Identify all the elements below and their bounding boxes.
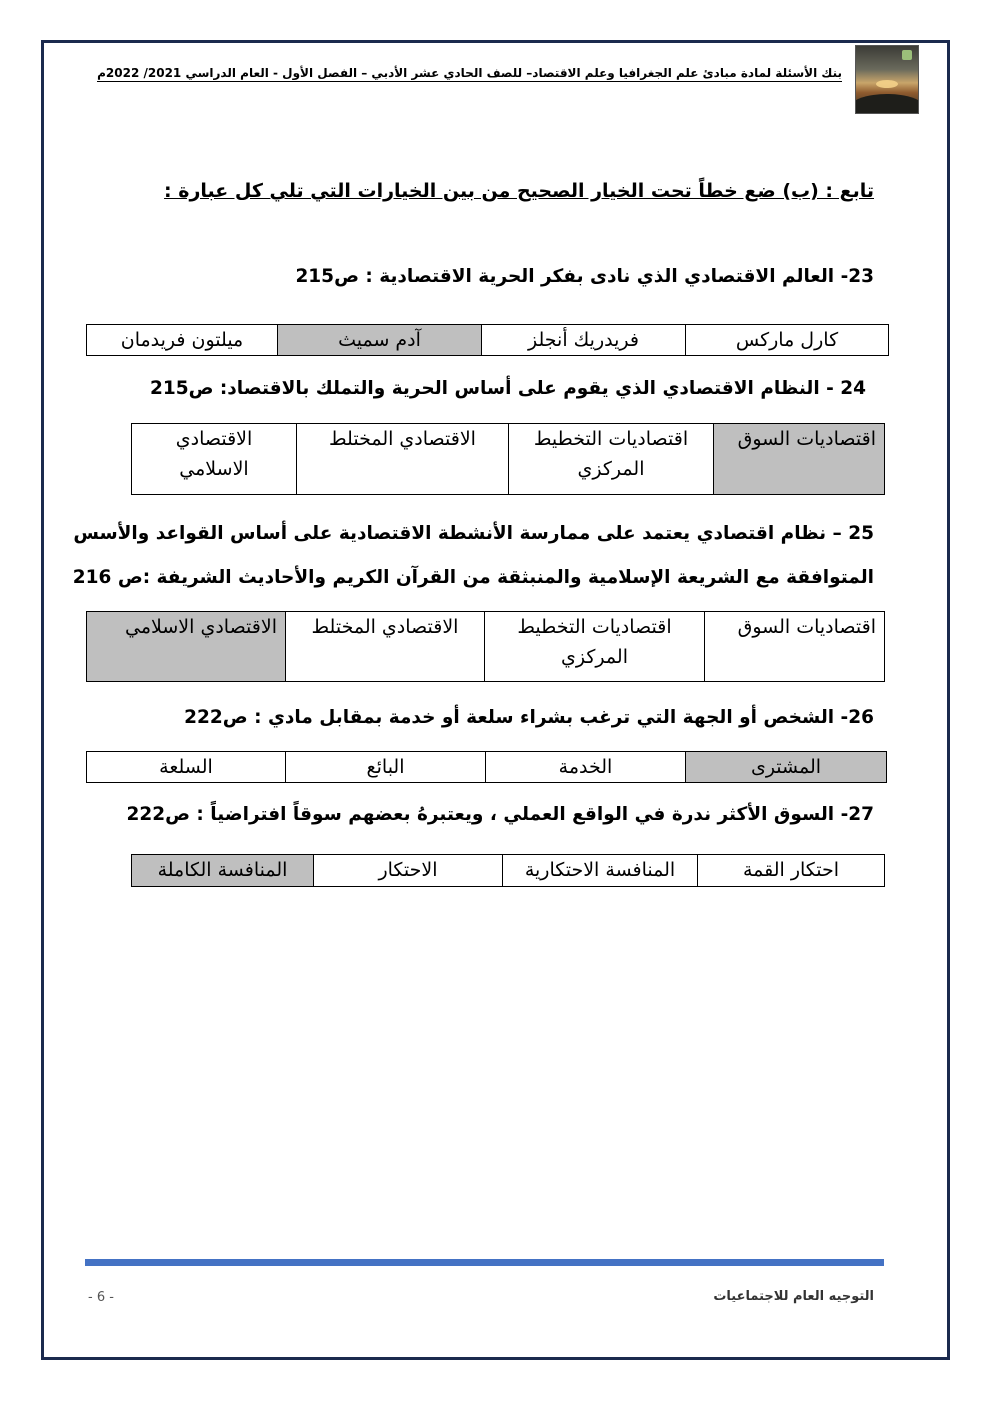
question-26: 26- الشخص أو الجهة التي ترغب بشراء سلعة أو خدمة بمقابل مادي : ص222 [184, 707, 874, 728]
options-table-24 [131, 423, 885, 495]
footer-text: التوجيه العام للاجتماعيات [713, 1289, 874, 1304]
question-25-line2: المتوافقة مع الشريعة الإسلامية والمنبثقة من القرآن الكريم والأحاديث الشريفة :ص 216 [72, 567, 874, 588]
option-cell[interactable]: المنافسة الاحتكارية [503, 855, 698, 887]
question-23: 23- العالم الاقتصادي الذي نادى بفكر الحرية الاقتصادية : ص215 [295, 266, 874, 287]
option-cell-selected[interactable]: آدم سميث [278, 325, 482, 356]
option-cell[interactable]: البائع [286, 752, 486, 783]
page-number: - 6 - [88, 1290, 114, 1305]
option-cell[interactable]: فريدريك أنجلز [482, 325, 686, 356]
question-24: 24 - النظام الاقتصادي الذي يقوم على أساس الحرية والتملك بالاقتصاد: ص215 [149, 378, 866, 399]
option-cell[interactable]: الاقتصادي المختلط [297, 424, 509, 495]
options-table-27 [131, 854, 885, 887]
question-25-line1: 25 – نظام اقتصادي يعتمد على ممارسة الأنشطة الاقتصادية على أساس القواعد والأسس [73, 523, 874, 544]
options-table-23 [86, 324, 889, 356]
page-frame [41, 40, 950, 1360]
question-27: 27- السوق الأكثر ندرة في الواقع العملي ، ويعتبرهُ بعضهم سوقاً افتراضياً : ص222 [126, 804, 874, 825]
option-cell[interactable]: ميلتون فريدمان [87, 325, 278, 356]
option-cell-selected[interactable]: الاقتصادي الاسلامي [87, 612, 286, 682]
option-cell[interactable]: الاقتصادي الاسلامي [132, 424, 297, 495]
option-cell-selected[interactable]: المشترى [686, 752, 887, 783]
option-cell[interactable]: الاقتصادي المختلط [286, 612, 485, 682]
header-title: بنك الأسئلة لمادة مبادئ علم الجغرافيا وعلم الاقتصاد– للصف الحادي عشر الأدبي – الفصل الأول - العام الدراسي 2021/ 2022م [97, 66, 842, 80]
option-cell-selected[interactable]: اقتصاديات السوق [714, 424, 885, 495]
options-table-25 [86, 611, 885, 682]
option-cell-selected[interactable]: المنافسة الكاملة [132, 855, 314, 887]
section-title: تابع : (ب) ضع خطاً تحت الخيار الصحيح من بين الخيارات التي تلي كل عبارة : [164, 180, 874, 202]
header-logo [855, 45, 919, 114]
option-cell[interactable]: الخدمة [486, 752, 686, 783]
option-cell[interactable]: اقتصاديات التخطيط المركزي [509, 424, 714, 495]
option-cell[interactable]: الاحتكار [314, 855, 503, 887]
option-cell[interactable]: كارل ماركس [686, 325, 889, 356]
option-cell[interactable]: اقتصاديات السوق [705, 612, 885, 682]
option-cell[interactable]: احتكار القمة [698, 855, 885, 887]
option-cell[interactable]: اقتصاديات التخطيط المركزي [485, 612, 705, 682]
option-cell[interactable]: السلعة [87, 752, 286, 783]
footer-divider [85, 1259, 884, 1266]
options-table-26 [86, 751, 887, 783]
